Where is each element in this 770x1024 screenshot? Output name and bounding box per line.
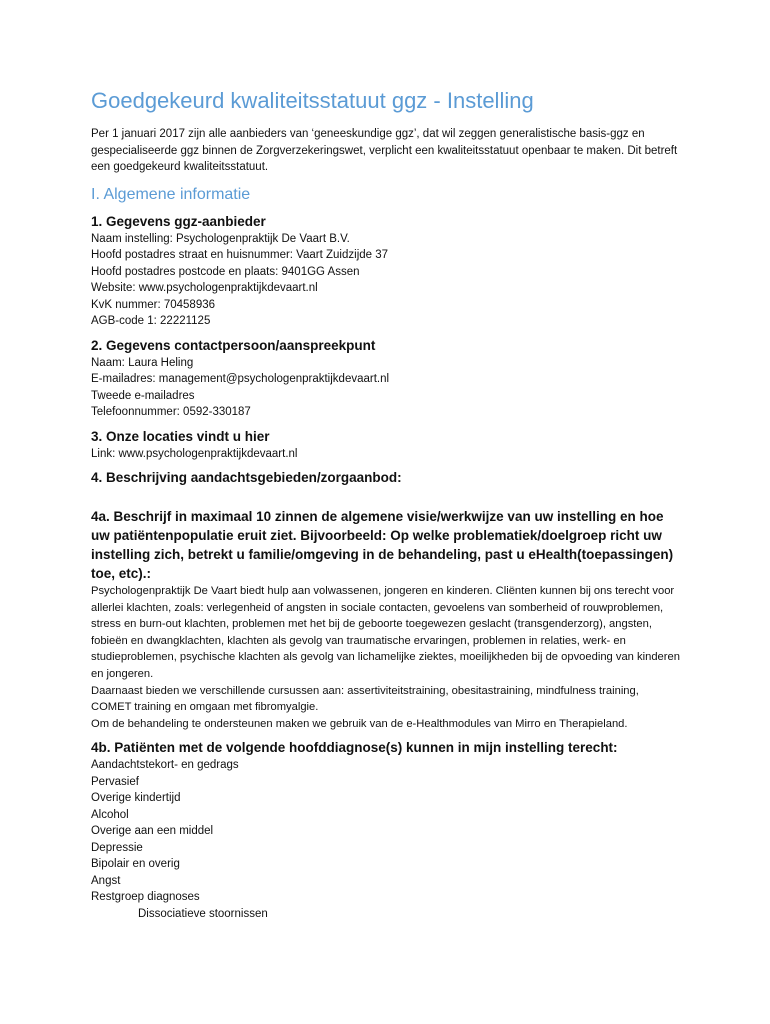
- heading-contact-person: 2. Gegevens contactpersoon/aanspreekpunt: [91, 337, 376, 353]
- provider-street: Hoofd postadres straat en huisnummer: Vaart Zuidzijde 37: [91, 249, 389, 261]
- list-item: Aandachtstekort- en gedrags: [91, 759, 239, 772]
- contact-second-email: Tweede e-mailadres: [91, 389, 195, 402]
- contact-details: [91, 355, 681, 421]
- list-item: Depressie: [91, 841, 143, 854]
- intro-paragraph: Per 1 januari 2017 zijn alle aanbieders van ‘geneeskundige ggz’, dat wil zeggen generalistische basis-ggz en gespecialiseerde ggz binnen de Zorgverzekeringswet, verplicht een kwaliteitsstatuut openbaar te maken. Dit betreft een goedgekeurd kwaliteitsstatuut.: [91, 128, 678, 173]
- provider-agb: AGB-code 1: 22221125: [91, 315, 211, 327]
- locations: [91, 446, 681, 463]
- document-title: Goedgekeurd kwaliteitsstatuut ggz - Instelling: [91, 88, 534, 113]
- list-item: Overige kindertijd: [91, 792, 181, 805]
- list-subitem: Dissociatieve stoornissen: [138, 907, 268, 920]
- vision-paragraph-3: Om de behandeling te ondersteunen maken we gebruik van de e-Healthmodules van Mirro en Therapieland.: [91, 717, 628, 730]
- heading-provider-details: 1. Gegevens ggz-aanbieder: [91, 213, 266, 229]
- vision-paragraph-2: Daarnaast bieden we verschillende cursussen aan: assertiviteitstraining, obesitastraining, mindfulness training, COMET training en omgaan met fibromyalgie.: [91, 684, 639, 714]
- provider-kvk: KvK nummer: 70458936: [91, 298, 216, 311]
- provider-postcode: Hoofd postadres postcode en plaats: 9401GG Assen: [91, 265, 360, 278]
- heading-diagnoses: 4b. Patiënten met de volgende hoofddiagnose(s) kunnen in mijn instelling terecht:: [91, 740, 618, 756]
- provider-website: Website: www.psychologenpraktijkdevaart.nl: [91, 282, 318, 294]
- contact-email: E-mailadres: management@psychologenpraktijkdevaart.nl: [91, 373, 390, 385]
- vision-paragraph-1: Psychologenpraktijk De Vaart biedt hulp aan volwassenen, jongeren en kinderen. Cliënten kunnen bij ons terecht voor allerlei klachten, zoals: verlegenheid of angsten in sociale contacten, gevoelens van somberheid of rouwproblemen, stress en burn-out klachten, problemen met het bij de geboorte toegewezen geslacht (transgenderzorg), angsten, fobieën en dwangklachten, klachten als gevolg van traumatische ervaringen, problemen in relaties, werk- en studieproblemen, psychische klachten als gevolg van lichamelijke ziektes, moeilijkheden bij de opvoeding van kinderen en jongeren.: [91, 585, 680, 680]
- provider-name: Naam instelling: Psychologenpraktijk De Vaart B.V.: [91, 232, 350, 245]
- section-heading-general-info: I. Algemene informatie: [91, 185, 251, 203]
- locations-link: Link: www.psychologenpraktijkdevaart.nl: [91, 447, 298, 460]
- list-item: Alcohol: [91, 808, 129, 821]
- list-item: Restgroep diagnoses: [91, 891, 200, 904]
- list-item: Angst: [91, 874, 121, 887]
- contact-name: Naam: Laura Heling: [91, 356, 194, 369]
- heading-focus-areas: 4. Beschrijving aandachtsgebieden/zorgaanbod:: [91, 470, 402, 485]
- diagnoses-list: [91, 757, 681, 922]
- provider-details: [91, 231, 681, 330]
- list-item: Bipolair en overig: [91, 858, 180, 871]
- document-page: [91, 86, 681, 922]
- list-item: Overige aan een middel: [91, 825, 214, 838]
- list-item: Pervasief: [91, 775, 139, 788]
- heading-vision: 4a. Beschrijf in maximaal 10 zinnen de algemene visie/werkwijze van uw instelling en hoe uw patiëntenpopulatie eruit ziet. Bijvoorbeeld: Op welke problematiek/doelgroep richt uw instelling zich, betrekt u familie/omgeving in de behandeling, past u eHealth(toepassingen) toe, etc).:: [91, 509, 674, 581]
- contact-phone: Telefoonnummer: 0592-330187: [91, 406, 251, 418]
- heading-locations: 3. Onze locaties vindt u hier: [91, 428, 270, 444]
